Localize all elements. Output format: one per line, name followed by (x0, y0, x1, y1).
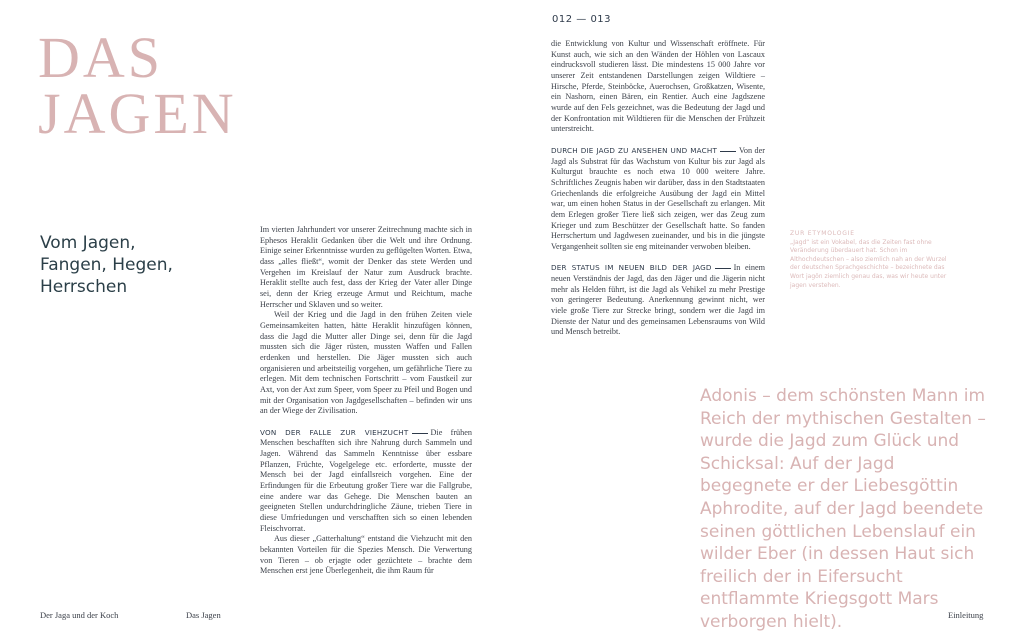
etymology-sidenote (790, 230, 958, 290)
subtitle-line-2: Fangen, Hegen, (40, 255, 173, 275)
subtitle-line-3: Herrschen (40, 277, 128, 297)
page-numbers: 012 — 013 (552, 14, 612, 25)
paragraph: Weil der Krieg und die Jagd in den frühen Zeiten viele Gemeinsamkeiten hatten, hätte Heraklit hinzufügen können, dass die Jagd die Mutter aller Dinge sei, denn für die Jagd mussten sich die Jäger rüsten, mussten Waffen und Fallen erdenken und herstellen. Die Jäger mussten sich auch organisieren und arbeitsteilig vorgehen, um gefährliche Tiere zu erlegen. Mit dem technischen Fortschritt – vom Faustkeil zur Axt, von der Axt zum Speer, vom Speer zu Pfeil und Bogen und mit der Organisation von Jagdgesellschaften – befinden wir uns an der Wiege der Zivilisation. (260, 310, 472, 416)
heading-rule (715, 268, 731, 269)
pull-quote: Adonis – dem schönsten Mann im Reich der mythischen Gestalten – wurde die Jagd zum Glück und Schicksal: Auf der Jagd begegnete er der Liebesgöttin Aphrodite, auf der Jagd beendete seinen göttlichen Lebenslauf ein wilder Eber (in dessen Haut sich freilich der in Eifersucht entflammte Kriegsgott Mars verborgen hielt). (700, 386, 986, 632)
section-heading: DER STATUS IM NEUEN BILD DER JAGD (551, 263, 712, 273)
footer-book-title: Der Jaga und der Koch (40, 610, 119, 620)
chapter-title-line-1: DAS (38, 25, 164, 90)
heading-rule (412, 433, 428, 434)
section-heading: DURCH DIE JAGD ZU ANSEHEN UND MACHT (551, 145, 718, 155)
chapter-title (38, 25, 237, 146)
paragraph-text: Die frühen Menschen beschafften sich ihre Nahrung durch Sammeln und Jagen. Während das Sammeln Kenntnisse über essbare Pflanzen, Früchte, Vogelgelege etc. erforderte, musste der Mensch bei der Jagd einfallsreich vorgehen. Eine der Erfindungen für die Erbeutung großer Tiere war die Fallgrube, eine andere war das Gehege. Die Menschen bauten an geeigneten Stellen undurchdringliche Zäune, trieben Tiere in diese Umfriedungen und verschafften sich so einen lebenden Fleischvorrat. (260, 427, 472, 533)
etymology-heading: ZUR ETYMOLOGIE (790, 230, 855, 237)
paragraph-text: Von der Jagd als Substrat für das Wachstum von Kultur bis zur Jagd als Kulturgut brauchte es noch etwa 10 000 weitere Jahre. Schriftliches Zeugnis haben wir darüber, dass in den Stadtstaaten Griechenlands die erfolgreiche Ausübung der Jagd ein Mittel war, um einen hohen Status in der Gesellschaft zu erlangen. Mit dem Erlegen großer Tiere ließ sich zeigen, wer das Zeug zum Krieger und zum Beschützer der Gesellschaft hatte. So fanden Herrschertum und Jagdwesen zueinander, und bis in die jüngste Vergangenheit sollten sie eng miteinander verwoben bleiben. (551, 145, 765, 251)
body-column-left (260, 225, 472, 577)
paragraph: die Entwicklung von Kultur und Wissenschaft eröffnete. Für Kunst auch, wie sich an den Wänden der Höhlen von Lascaux eindrucksvoll studieren lässt. Die mindestens 15 000 Jahre vor unserer Zeit entstandenen Darstellungen zeigen Wildtiere – Hirsche, Pferde, Steinböcke, Auerochsen, Großkatzen, Wisente, ein Nashorn, einen Bären, ein Rentier. Auch eine Jagdszene wurde auf den Fels gezeichnet, was die Bedeutung der Jagd und der Konfrontation mit Wildtieren für die Menschen der Frühzeit unterstreicht. (551, 39, 765, 134)
paragraph: Im vierten Jahrhundert vor unserer Zeitrechnung machte sich in Ephesos Heraklit Gedanken über die Welt und ihre Ordnung. Einige seiner Erkenntnisse wurden zu geflügelten Worten. Etwa, dass „alles fließt“, womit der Denker das stete Werden und Vergehen im Kreislauf der Natur zum Ausdruck brachte. Heraklit stellte auch fest, dass der Krieg der Vater aller Dinge sei, denn der Krieg erzeuge Armut und Reichtum, mache Herrscher und Sklaven und so weiter. (260, 225, 472, 309)
section-heading: VON DER FALLE ZUR VIEHZUCHT (260, 427, 409, 437)
paragraph: Aus dieser „Gatterhaltung“ entstand die Viehzucht mit den bekannten Vorteilen für die Spezies Mensch. Die Verwertung von Tieren – ob erjagte oder gezüchtete – brachte dem Menschen erst jene Überlegenheit, die ihm Raum für (260, 534, 472, 576)
section-paragraph (260, 428, 472, 535)
section-paragraph (551, 146, 765, 253)
section-paragraph (551, 263, 765, 338)
subtitle-line-1: Vom Jagen, (40, 233, 136, 253)
footer-chapter-title: Einleitung (948, 610, 984, 620)
body-column-right (551, 39, 765, 338)
paragraph-text: In einem neuen Verständnis der Jagd, das den Jäger und die Jägerin nicht mehr als Helden führt, ist die Jagd als Vehikel zu mehr Prestige von geringerer Bedeutung. Anerkennung gewinnt nicht, wer viele große Tiere zur Strecke bringt, sondern wer die Jagd im Dienste der Natur und des gemeinsamen Lebensraums von Wild und Mensch betreibt. (551, 263, 765, 337)
chapter-title-line-2: JAGEN (38, 81, 237, 146)
footer-section-title: Das Jagen (186, 610, 221, 620)
chapter-subtitle (40, 232, 240, 298)
etymology-text: „Jagd“ ist ein Vokabel, das die Zeiten fast ohne Veränderung überdauert hat. Schon im Althochdeutschen – also ziemlich nah an der Wurzel der deutschen Sprachgeschichte – bezeichnete das Wort jagôn ziemlich genau das, was wir heute unter jagen verstehen. (790, 238, 947, 289)
heading-rule (720, 151, 736, 152)
